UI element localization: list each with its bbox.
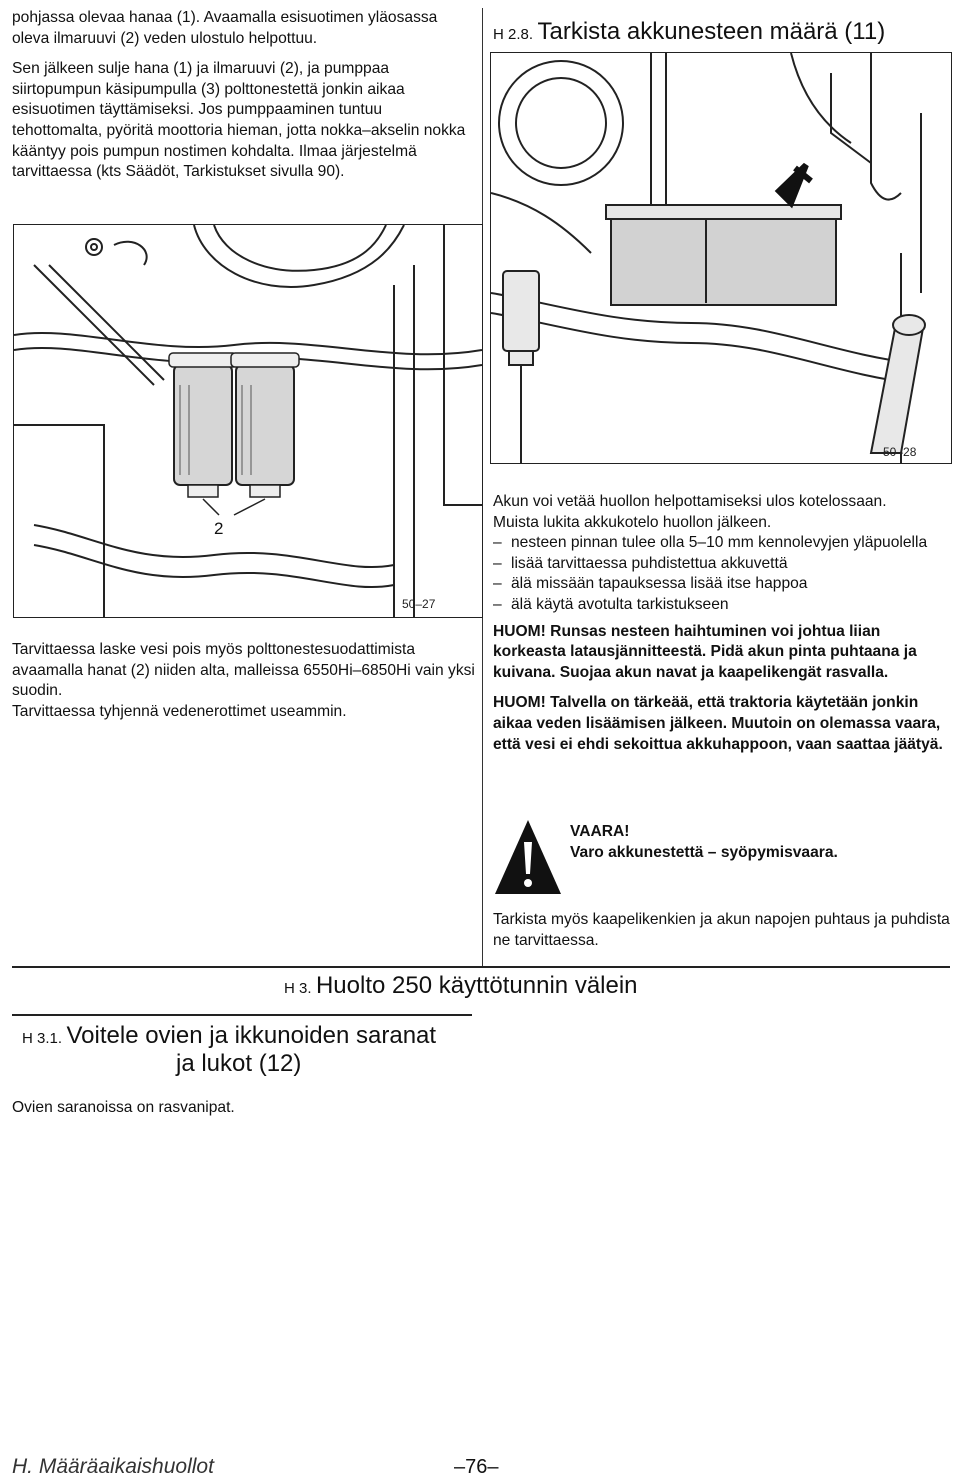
- left-intro: [12, 8, 474, 183]
- paragraph-check-terminals: Tarkista myös kaapelikenkien ja akun napojen puhtaus ja puhdista ne tarvittaessa.: [493, 911, 950, 949]
- section-title-line2: ja lukot (12): [176, 1050, 302, 1077]
- figure-label: 50–27: [402, 597, 436, 611]
- paragraph: Muista lukita akkukotelo huollon jälkeen.: [493, 513, 772, 531]
- list-item: – lisää tarvittaessa puhdistettua akkuvettä: [493, 554, 953, 575]
- battery-figure: [490, 52, 952, 464]
- list-item: – älä käytä avotulta tarkistukseen: [493, 595, 953, 616]
- section-number: H 2.8.: [493, 26, 534, 43]
- note-evaporation: [493, 622, 953, 684]
- paragraph: Tarvittaessa tyhjennä vedenerottimet useammin.: [12, 702, 347, 720]
- paragraph-hinges: Ovien saranoissa on rasvanipat.: [12, 1099, 235, 1116]
- section-heading-h28: [493, 18, 953, 46]
- paragraph: Akun voi vetää huollon helpottamiseksi ulos kotelossaan.: [493, 493, 887, 510]
- battery-instructions: [493, 492, 953, 755]
- section-number: H 3.: [284, 980, 312, 997]
- list-item: – nesteen pinnan tulee olla 5–10 mm kennolevyjen yläpuolella: [493, 533, 953, 554]
- section-title: Huolto 250 käyttötunnin välein: [315, 972, 638, 999]
- left-drain-text: [12, 640, 480, 722]
- note-text: Talvella on tärkeää, että traktoria käytetään jonkin aikaa veden lisäämisen jälkeen. Muutoin on olemassa vaara, että vesi ei ehdi sekoittua akkuhappoon, vaan saattaa jäätyä.: [493, 694, 943, 753]
- note-text: Runsas nesteen haihtuminen voi johtua liian korkeasta latausjännitteestä. Pidä akun pinta puhtaana ja kuivana. Suojaa akun navat ja kaapelikengät rasvalla.: [493, 622, 917, 681]
- paragraph: pohjassa olevaa hanaa (1). Avaamalla esisuotimen yläosassa oleva ilmaruuvi (2) veden ulostulo helpottuu.: [12, 9, 438, 47]
- callout-number: 2: [214, 519, 224, 538]
- battery-illustration: [491, 53, 951, 463]
- fuel-filter-figure: [13, 224, 483, 618]
- warning-text: Varo akkunestettä – syöpymisvaara.: [570, 844, 838, 861]
- page-number: –76–: [454, 1456, 499, 1478]
- section-number: H 3.1.: [22, 1030, 63, 1047]
- note-label: HUOM!: [493, 694, 546, 712]
- list-item: – älä missään tapauksessa lisää itse happoa: [493, 574, 953, 595]
- warning-title: VAARA!: [570, 823, 630, 840]
- warning-block: [493, 818, 953, 898]
- paragraph: Sen jälkeen sulje hana (1) ja ilmaruuvi (2), ja pumppaa siirtopumpun käsipumpulla (3) polttonestettä jonkin aikaa esisuotimen täyttämiseksi. Jos pumppaaminen tuntuu tehottomalta, pyöritä moottoria hieman, jotta nokka–akselin nokka kääntyy pois pumpun nostimen kohdalta. Ilmaa järjestelmä tarvittaessa (kts Säädöt, Tarkistukset sivulla 90).: [12, 60, 466, 181]
- footer-chapter: H. Määräaikaishuollot: [12, 1455, 214, 1478]
- figure-label: 50–28: [883, 445, 917, 459]
- fuel-filter-illustration: [14, 225, 482, 617]
- section-title: Tarkista akkunesteen määrä (11): [537, 18, 886, 45]
- subsection-rule: [12, 1014, 472, 1016]
- paragraph: Tarvittaessa laske vesi pois myös polttonestesuodattimista avaamalla hanat (2) niiden alta, malleissa 6550Hi–6850Hi vain yksi suodin.: [12, 641, 475, 700]
- note-label: HUOM!: [493, 622, 546, 640]
- section-rule: [12, 966, 950, 968]
- section-heading-h3: [284, 972, 638, 1000]
- section-title-line1: Voitele ovien ja ikkunoiden saranat: [66, 1022, 437, 1049]
- section-heading-h31: [22, 1022, 472, 1078]
- warning-triangle-icon: [493, 818, 563, 896]
- note-winter: [493, 693, 953, 755]
- battery-checklist: [493, 533, 953, 615]
